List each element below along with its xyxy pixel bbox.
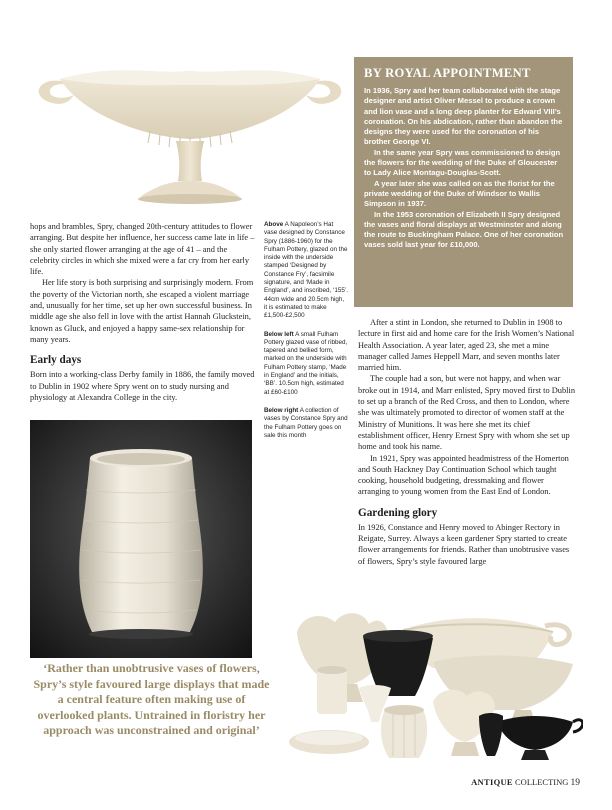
- body-paragraph: Born into a working-class Derby family in 1886, the family moved to Dublin in 1902 where Spry went on to study nursing and physiology at Alexandra College in the city.: [30, 370, 255, 402]
- page-folio: [471, 777, 580, 788]
- left-column-text: [30, 221, 255, 403]
- caption-above: Above A Napoleon’s Hat vase designed by Constance Spry (1886-1960) for the Fulham Pottery, glazed on the inside with the underside stamped ‘Designed by Constance Fry’, facsimile signature, and ‘Made in England’, and inscribed, ‘155’. 44cm wide and 20.5cm high, it is estimated to make £1,500-£2,500: [264, 221, 349, 320]
- sidebar-body: [364, 86, 564, 251]
- body-paragraph: In 1921, Spry was appointed headmistress of the Homerton and South Hackney Day Continuation School which taught cooking, household budgeting, dressmaking and flower arranging to young women from the East End of London.: [358, 453, 569, 497]
- two-handled-cream-vase-image: [30, 57, 350, 217]
- body-paragraph: Her life story is both surprising and surprisingly modern. From the poverty of the Victorian north, she escaped a violent marriage and, unusually for her time, set up her own successful business. In middle age she also fell in love with the artist Hannah Gluckstein, known as Gluck, and enjoyed a happy same-sex relationship for many years.: [30, 278, 254, 344]
- sidebar-by-royal-appointment: [354, 57, 573, 307]
- sidebar-paragraph: A year later she was called on as the florist for the private wedding of the Duke of Windsor to Wallis Simpson in 1937.: [364, 178, 555, 209]
- body-paragraph: In 1926, Constance and Henry moved to Abinger Rectory in Reigate, Surrey. Always a keen gardener Spry started to create flower arrangements for friends. Rather than unobtrusive vases of flowers, Spry’s style favoured large: [358, 522, 570, 566]
- sidebar-paragraph: In the 1953 coronation of Elizabeth II Spry designed the vases and floral displays at Westminster and along the route to Buckingham Palace. One of her coronation vases sold last year for £10,000.: [364, 209, 564, 250]
- section-heading-early-days: Early days: [30, 354, 82, 367]
- sidebar-paragraph: In 1936, Spry and her team collaborated with the stage designer and artist Oliver Messel to produce a crown and lion vase and a long deep planter for Edward VIII’s coronation. On his abdication, rather than abandon the designs they were used for the coronation of his brother George VI.: [364, 86, 563, 147]
- body-paragraph: hops and brambles, Spry, changed 20th-century attitudes to flower arranging. But despite her influence, her success came late in life – she only started flower arranging at the age of 41 – and the celebrity circles in which she mixed were a far cry from her early life.: [30, 222, 255, 277]
- section-heading-gardening-glory: Gardening glory: [358, 506, 438, 519]
- magazine-name-bold: ANTIQUE: [471, 777, 513, 787]
- vase-collection-image: [283, 592, 583, 777]
- body-paragraph: The couple had a son, but were not happy, and when war broke out in 1914, and Marr enlisted, Spry moved first to Dublin to set up a branch of the Red Cross, and then to London, where she was ultimately promoted to director of women staff at the Ministry of Munitions. It was here she met its chief establishment officer, Henry Ernest Spry with whom she set up home and took his name.: [358, 374, 576, 452]
- page-number: 19: [570, 778, 580, 788]
- pull-quote: ‘Rather than unobtrusive vases of flowers, Spry’s style favoured large displays that made a central feature often making use of overlooked plants. Untrained in floristry her approach was unconstrained and original’: [33, 661, 270, 738]
- right-column-text: [358, 317, 578, 567]
- captions-column: [264, 221, 348, 450]
- body-paragraph: After a stint in London, she returned to Dublin in 1908 to lecture in first aid and home care for the Irish Women’s National Health Association. A year later, aged 23, she met a mine manager called James Heppell Marr, and seven months later married him.: [358, 318, 575, 373]
- sidebar-paragraph: In the same year Spry was commissioned to design the flowers for the wedding of the Duke of Gloucester to Lady Alice Montagu-Douglas-Scott.: [364, 147, 561, 178]
- magazine-name: COLLECTING: [512, 777, 569, 787]
- caption-below-left: Below left A small Fulham Pottery glazed vase of ribbed, tapered and bellied form, marked on the underside with Fulham Pottery stamp, ‘Made in England’ and the initials, ‘BB’. 10.5cm high, estimated at £60-£100: [264, 330, 348, 396]
- caption-below-right: Below right A collection of vases by Constance Spry and the Fulham Pottery goes on sale this month: [264, 406, 348, 439]
- cream-pot-vase-image: [30, 420, 252, 658]
- sidebar-title: BY ROYAL APPOINTMENT: [364, 66, 531, 80]
